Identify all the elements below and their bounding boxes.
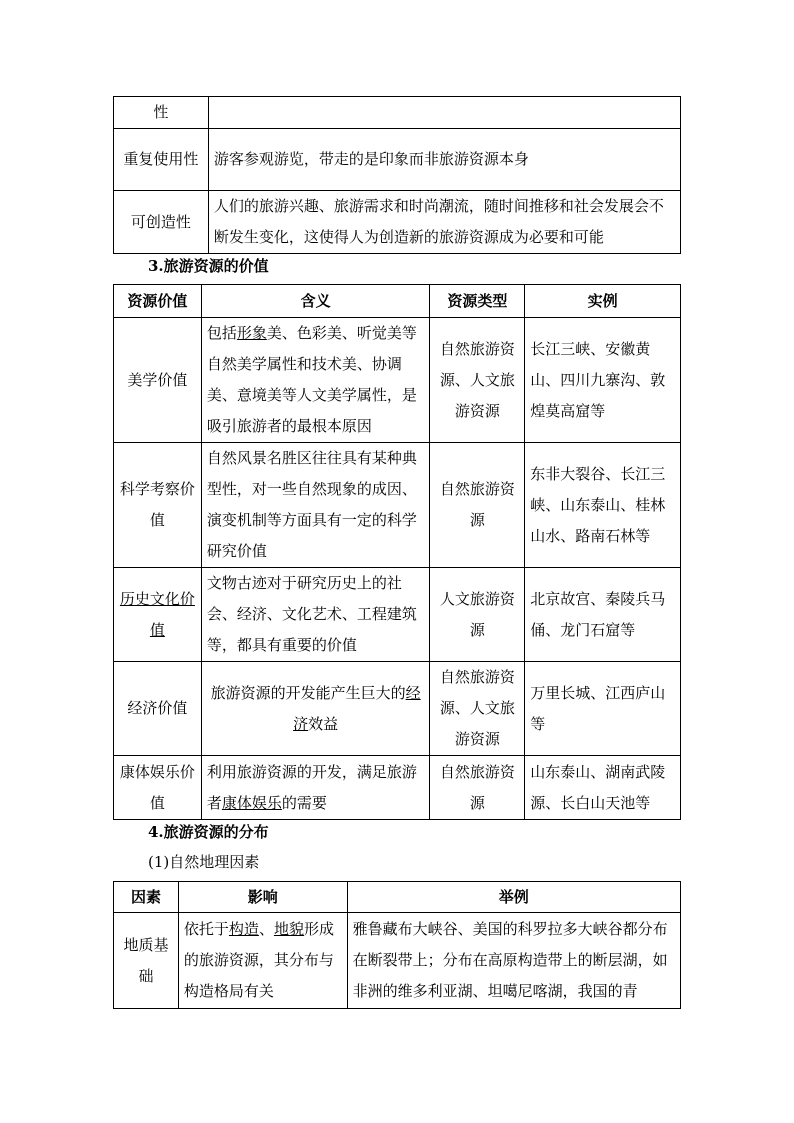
- meaning-text: 的需要: [281, 793, 327, 812]
- meaning-underlined: 经济: [293, 683, 421, 733]
- meaning-cell: [201, 662, 430, 756]
- influence-underlined: 构造: [228, 920, 259, 938]
- table-row: [114, 318, 681, 443]
- property-cell: 可创造性: [114, 191, 209, 254]
- example-cell: 雅鲁藏布大峡谷、美国的科罗拉多大峡谷都分布在断裂带上；分布在高原构造带上的断层湖，如非洲的维多利亚湖、坦噶尼喀湖，我国的青: [347, 913, 680, 1009]
- meaning-text: 美、色彩美、听觉美等自然美学属性和技术美、协调美、意境美等人文美学属性，是吸引旅游者的最根本原因: [206, 324, 417, 435]
- subsection-heading: (1)自然地理因素: [148, 853, 260, 871]
- meaning-cell: [201, 568, 430, 662]
- column-header: 因素: [114, 882, 179, 913]
- meaning-text: 利用旅游资源的开发，满足旅游者: [206, 762, 417, 812]
- column-header: 举例: [347, 882, 680, 913]
- value-cell: 科学考察价值: [114, 443, 202, 568]
- content-cell: 游客参观游览，带走的是印象而非旅游资源本身: [208, 129, 680, 191]
- column-header: 实例: [525, 285, 681, 318]
- section-heading: 4.旅游资源的分布: [148, 823, 269, 841]
- distribution-table: [113, 881, 681, 1009]
- table-row: [114, 662, 681, 756]
- influence-text: 形成的旅游资源，其分布与构造格局有关: [183, 920, 334, 1000]
- table-header-row: [114, 285, 681, 318]
- value-text: 历史文化价值: [119, 589, 195, 639]
- value-cell: [114, 568, 202, 662]
- table-row: [114, 913, 681, 1009]
- meaning-underlined: 形象: [236, 324, 267, 342]
- meaning-text: 文物古迹对于研究历史上的社会、经济、文化艺术、工程建筑等，都具有重要的价值: [206, 574, 417, 654]
- table-row: [114, 191, 681, 254]
- influence-cell: [178, 913, 347, 1009]
- influence-text: 、: [258, 920, 274, 938]
- meaning-text: 自然风景名胜区往往具有某种典型性，对一些自然现象的成因、演变机制等方面具有一定的科学研究价值: [206, 449, 417, 560]
- meaning-cell: [201, 318, 430, 443]
- column-header: 资源类型: [430, 285, 525, 318]
- meaning-cell: [201, 443, 430, 568]
- content-cell: [208, 97, 680, 129]
- table-row: [114, 568, 681, 662]
- value-table: [113, 284, 681, 820]
- influence-underlined: 地貌: [273, 920, 304, 938]
- example-cell: 东非大裂谷、长江三峡、山东泰山、桂林山水、路南石林等: [525, 443, 681, 568]
- table-row: [114, 756, 681, 820]
- column-header: 资源价值: [114, 285, 202, 318]
- meaning-text: 效益: [308, 714, 339, 733]
- example-cell: 北京故宫、秦陵兵马俑、龙门石窟等: [525, 568, 681, 662]
- section-heading: 3.旅游资源的价值: [148, 257, 269, 275]
- type-cell: 自然旅游资源: [430, 756, 525, 820]
- example-cell: 万里长城、江西庐山等: [525, 662, 681, 756]
- table-header-row: [114, 882, 681, 913]
- column-header: 含义: [201, 285, 430, 318]
- property-cell: 重复使用性: [114, 129, 209, 191]
- type-cell: 人文旅游资源: [430, 568, 525, 662]
- type-cell: 自然旅游资源、人文旅游资源: [430, 318, 525, 443]
- characteristics-table: [113, 96, 681, 254]
- type-cell: 自然旅游资源、人文旅游资源: [430, 662, 525, 756]
- value-cell: 美学价值: [114, 318, 202, 443]
- column-header: 影响: [178, 882, 347, 913]
- meaning-text: 旅游资源的开发能产生巨大的: [210, 683, 406, 702]
- value-cell: 康体娱乐价值: [114, 756, 202, 820]
- factor-cell: 地质基础: [114, 913, 179, 1009]
- meaning-cell: [201, 756, 430, 820]
- meaning-text: 包括: [206, 324, 237, 342]
- value-cell: 经济价值: [114, 662, 202, 756]
- type-cell: 自然旅游资源: [430, 443, 525, 568]
- table-row: [114, 129, 681, 191]
- meaning-underlined: 康体娱乐: [221, 793, 282, 812]
- table-row: [114, 443, 681, 568]
- example-cell: 山东泰山、湖南武陵源、长白山天池等: [525, 756, 681, 820]
- influence-text: 依托于: [183, 920, 229, 938]
- content-cell: 人们的旅游兴趣、旅游需求和时尚潮流，随时间推移和社会发展会不断发生变化，这使得人为创造新的旅游资源成为必要和可能: [208, 191, 680, 254]
- example-cell: 长江三峡、安徽黄山、四川九寨沟、敦煌莫高窟等: [525, 318, 681, 443]
- property-cell: 性: [114, 97, 209, 129]
- table-row: [114, 97, 681, 129]
